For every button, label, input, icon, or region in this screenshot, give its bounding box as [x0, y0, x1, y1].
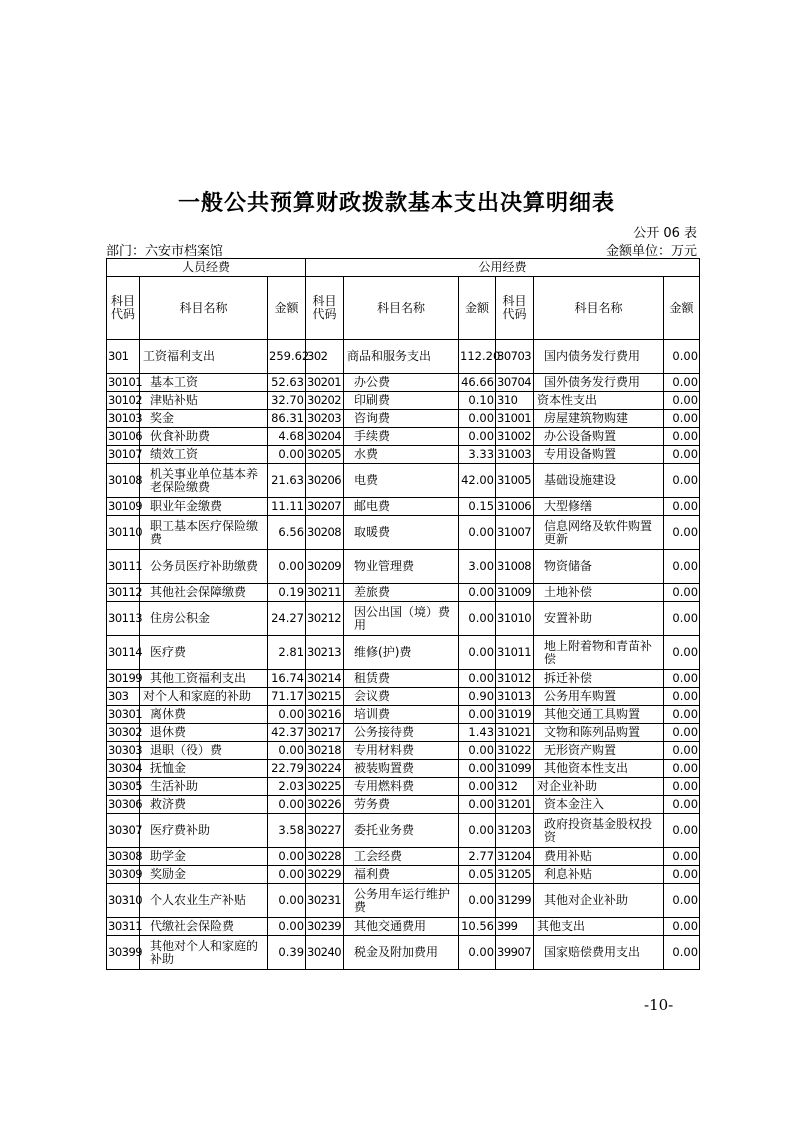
cell-code: 31008: [496, 550, 534, 584]
cell-amount: 0.00: [664, 428, 700, 446]
cell-name: 工资福利支出: [140, 340, 268, 374]
cell-amount: 42.37: [268, 724, 306, 742]
cell-name: 其他对个人和家庭的补助: [140, 936, 268, 970]
table-row: [107, 706, 700, 724]
cell-amount: 0.00: [459, 760, 496, 778]
cell-amount: 0.00: [459, 428, 496, 446]
cell-amount: 0.10: [459, 392, 496, 410]
cell-amount: 0.00: [459, 670, 496, 688]
cell-code: 31005: [496, 464, 534, 498]
cell-amount: 0.00: [664, 918, 700, 936]
cell-name: 资本金注入: [534, 796, 664, 814]
cell-amount: 46.66: [459, 374, 496, 392]
cell-name: 印刷费: [344, 392, 459, 410]
cell-name: 津贴补贴: [140, 392, 268, 410]
cell-code: 30106: [107, 428, 140, 446]
cell-name: 政府投资基金股权投资: [534, 814, 664, 848]
cell-name: 抚恤金: [140, 760, 268, 778]
cell-amount: 0.00: [268, 742, 306, 760]
cell-name: 伙食补助费: [140, 428, 268, 446]
cell-code: 30303: [107, 742, 140, 760]
cell-amount: 3.33: [459, 446, 496, 464]
cell-code: 310: [496, 392, 534, 410]
cell-name: 专用燃料费: [344, 778, 459, 796]
cell-amount: 2.81: [268, 636, 306, 670]
cell-code: 31022: [496, 742, 534, 760]
cell-code: 30304: [107, 760, 140, 778]
cell-amount: 21.63: [268, 464, 306, 498]
cell-code: 31012: [496, 670, 534, 688]
cell-code: 30305: [107, 778, 140, 796]
cell-name: 医疗费补助: [140, 814, 268, 848]
table-row: [107, 464, 700, 498]
cell-amount: 4.68: [268, 428, 306, 446]
cell-code: 30203: [306, 410, 344, 428]
cell-amount: 0.00: [268, 918, 306, 936]
cell-code: 30108: [107, 464, 140, 498]
cell-amount: 0.00: [268, 550, 306, 584]
cell-name: 公务接待费: [344, 724, 459, 742]
cell-amount: 3.58: [268, 814, 306, 848]
col-header-name: 科目名称: [140, 277, 268, 340]
cell-code: 30202: [306, 392, 344, 410]
cell-code: 30311: [107, 918, 140, 936]
cell-name: 费用补贴: [534, 848, 664, 866]
cell-amount: 0.00: [459, 814, 496, 848]
unit-label: 金额单位：万元: [605, 244, 697, 259]
cell-amount: 0.00: [268, 446, 306, 464]
group-header-public: 公用经费: [306, 259, 700, 277]
cell-name: 对个人和家庭的补助: [140, 688, 268, 706]
cell-code: 30107: [107, 446, 140, 464]
cell-amount: 0.00: [664, 688, 700, 706]
cell-code: 31021: [496, 724, 534, 742]
cell-code: 31013: [496, 688, 534, 706]
cell-amount: 86.31: [268, 410, 306, 428]
table-row: [107, 392, 700, 410]
cell-name: 国家赔偿费用支出: [534, 936, 664, 970]
cell-code: 30399: [107, 936, 140, 970]
cell-amount: 0.00: [664, 778, 700, 796]
cell-name: 委托业务费: [344, 814, 459, 848]
cell-code: 30112: [107, 584, 140, 602]
cell-name: 基本工资: [140, 374, 268, 392]
col-header-code: 科目代码: [306, 277, 344, 340]
cell-name: 房屋建筑物购建: [534, 410, 664, 428]
cell-code: 30209: [306, 550, 344, 584]
cell-name: 物资储备: [534, 550, 664, 584]
cell-code: 30310: [107, 884, 140, 918]
cell-amount: 0.00: [268, 706, 306, 724]
cell-name: 会议费: [344, 688, 459, 706]
cell-code: 30231: [306, 884, 344, 918]
form-number: 公开 06 表: [633, 226, 697, 241]
cell-code: 303: [107, 688, 140, 706]
cell-name: 无形资产购置: [534, 742, 664, 760]
cell-name: 咨询费: [344, 410, 459, 428]
cell-amount: 0.00: [459, 742, 496, 760]
cell-amount: 0.00: [459, 584, 496, 602]
cell-amount: 0.00: [664, 550, 700, 584]
cell-name: 生活补助: [140, 778, 268, 796]
cell-code: 30101: [107, 374, 140, 392]
cell-name: 医疗费: [140, 636, 268, 670]
cell-code: 30704: [496, 374, 534, 392]
cell-amount: 0.00: [459, 516, 496, 550]
cell-name: 职工基本医疗保险缴费: [140, 516, 268, 550]
cell-amount: 0.00: [268, 866, 306, 884]
cell-name: 租赁费: [344, 670, 459, 688]
cell-amount: 10.56: [459, 918, 496, 936]
cell-amount: 0.00: [664, 760, 700, 778]
cell-amount: 0.00: [664, 498, 700, 516]
cell-amount: 52.63: [268, 374, 306, 392]
cell-amount: 0.00: [459, 796, 496, 814]
cell-code: 31299: [496, 884, 534, 918]
cell-name: 培训费: [344, 706, 459, 724]
cell-amount: 0.00: [268, 796, 306, 814]
cell-name: 国外债务发行费用: [534, 374, 664, 392]
cell-code: 30207: [306, 498, 344, 516]
cell-code: 30309: [107, 866, 140, 884]
cell-code: 30302: [107, 724, 140, 742]
cell-name: 商品和服务支出: [344, 340, 459, 374]
cell-name: 电费: [344, 464, 459, 498]
cell-name: 劳务费: [344, 796, 459, 814]
cell-name: 助学金: [140, 848, 268, 866]
cell-code: 30218: [306, 742, 344, 760]
cell-code: 30306: [107, 796, 140, 814]
cell-code: 31011: [496, 636, 534, 670]
cell-amount: 16.74: [268, 670, 306, 688]
cell-name: 物业管理费: [344, 550, 459, 584]
table-row: [107, 866, 700, 884]
table-row: [107, 498, 700, 516]
cell-amount: 71.17: [268, 688, 306, 706]
cell-name: 代缴社会保险费: [140, 918, 268, 936]
cell-amount: 1.43: [459, 724, 496, 742]
cell-code: 30110: [107, 516, 140, 550]
cell-amount: 0.00: [664, 340, 700, 374]
cell-name: 专用设备购置: [534, 446, 664, 464]
cell-amount: 3.00: [459, 550, 496, 584]
cell-code: 30703: [496, 340, 534, 374]
cell-code: 30206: [306, 464, 344, 498]
cell-amount: 0.00: [664, 866, 700, 884]
col-header-amount: 金额: [664, 277, 700, 340]
table-row: [107, 814, 700, 848]
cell-name: 退休费: [140, 724, 268, 742]
cell-amount: 0.05: [459, 866, 496, 884]
cell-name: 地上附着物和青苗补偿: [534, 636, 664, 670]
cell-name: 土地补偿: [534, 584, 664, 602]
cell-amount: 0.00: [664, 848, 700, 866]
col-header-amount: 金额: [268, 277, 306, 340]
cell-amount: 0.00: [459, 778, 496, 796]
cell-amount: 0.00: [664, 814, 700, 848]
table-row: [107, 374, 700, 392]
col-header-code: 科目代码: [107, 277, 140, 340]
cell-name: 邮电费: [344, 498, 459, 516]
cell-name: 手续费: [344, 428, 459, 446]
cell-code: 30215: [306, 688, 344, 706]
cell-code: 30199: [107, 670, 140, 688]
cell-amount: 42.00: [459, 464, 496, 498]
cell-name: 税金及附加费用: [344, 936, 459, 970]
cell-amount: 24.27: [268, 602, 306, 636]
cell-code: 30102: [107, 392, 140, 410]
cell-amount: 0.00: [459, 706, 496, 724]
cell-amount: 0.00: [459, 884, 496, 918]
cell-code: 30301: [107, 706, 140, 724]
col-header-amount: 金额: [459, 277, 496, 340]
cell-name: 利息补贴: [534, 866, 664, 884]
table-row: [107, 796, 700, 814]
cell-code: 30212: [306, 602, 344, 636]
cell-amount: 0.00: [459, 410, 496, 428]
cell-code: 301: [107, 340, 140, 374]
cell-name: 办公费: [344, 374, 459, 392]
cell-code: 30214: [306, 670, 344, 688]
cell-name: 其他支出: [534, 918, 664, 936]
cell-code: 30240: [306, 936, 344, 970]
cell-name: 拆迁补偿: [534, 670, 664, 688]
cell-name: 办公设备购置: [534, 428, 664, 446]
cell-amount: 0.00: [664, 516, 700, 550]
cell-code: 30217: [306, 724, 344, 742]
cell-code: 30307: [107, 814, 140, 848]
cell-code: 31010: [496, 602, 534, 636]
cell-amount: 0.00: [664, 392, 700, 410]
cell-amount: 0.00: [664, 464, 700, 498]
cell-code: 31203: [496, 814, 534, 848]
cell-code: 31019: [496, 706, 534, 724]
cell-code: 399: [496, 918, 534, 936]
table-row: [107, 778, 700, 796]
cell-amount: 22.79: [268, 760, 306, 778]
cell-code: 30224: [306, 760, 344, 778]
cell-amount: 112.20: [459, 340, 496, 374]
cell-name: 奖励金: [140, 866, 268, 884]
cell-name: 水费: [344, 446, 459, 464]
table-row: [107, 516, 700, 550]
cell-name: 绩效工资: [140, 446, 268, 464]
cell-code: 30113: [107, 602, 140, 636]
cell-code: 30114: [107, 636, 140, 670]
cell-name: 资本性支出: [534, 392, 664, 410]
cell-amount: 0.00: [664, 602, 700, 636]
cell-name: 奖金: [140, 410, 268, 428]
expenditure-table: [106, 258, 700, 970]
cell-name: 个人农业生产补贴: [140, 884, 268, 918]
cell-code: 30239: [306, 918, 344, 936]
table-row: [107, 936, 700, 970]
cell-name: 公务用车运行维护费: [344, 884, 459, 918]
cell-code: 31205: [496, 866, 534, 884]
table-row: [107, 670, 700, 688]
cell-amount: 0.00: [664, 446, 700, 464]
table-row: [107, 636, 700, 670]
cell-amount: 0.00: [664, 936, 700, 970]
cell-code: 31003: [496, 446, 534, 464]
cell-name: 因公出国（境）费用: [344, 602, 459, 636]
cell-amount: 0.00: [664, 636, 700, 670]
cell-code: 30205: [306, 446, 344, 464]
table-row: [107, 884, 700, 918]
table-row: [107, 848, 700, 866]
col-header-code: 科目代码: [496, 277, 534, 340]
table-row: [107, 760, 700, 778]
cell-code: 31204: [496, 848, 534, 866]
table-row: [107, 428, 700, 446]
cell-code: 30227: [306, 814, 344, 848]
cell-amount: 0.00: [459, 636, 496, 670]
cell-name: 其他社会保障缴费: [140, 584, 268, 602]
cell-amount: 2.03: [268, 778, 306, 796]
cell-amount: 0.00: [459, 936, 496, 970]
table-row: [107, 410, 700, 428]
cell-amount: 0.00: [664, 742, 700, 760]
cell-code: 30103: [107, 410, 140, 428]
cell-code: 30208: [306, 516, 344, 550]
cell-code: 31001: [496, 410, 534, 428]
cell-name: 救济费: [140, 796, 268, 814]
cell-name: 工会经费: [344, 848, 459, 866]
table-row: [107, 446, 700, 464]
table-row: [107, 340, 700, 374]
cell-name: 专用材料费: [344, 742, 459, 760]
cell-name: 其他资本性支出: [534, 760, 664, 778]
cell-amount: 0.90: [459, 688, 496, 706]
cell-code: 39907: [496, 936, 534, 970]
cell-code: 31201: [496, 796, 534, 814]
col-header-name: 科目名称: [344, 277, 459, 340]
cell-amount: 0.15: [459, 498, 496, 516]
cell-name: 机关事业单位基本养老保险缴费: [140, 464, 268, 498]
cell-name: 福利费: [344, 866, 459, 884]
cell-amount: 0.00: [459, 602, 496, 636]
cell-amount: 0.00: [664, 724, 700, 742]
cell-amount: 0.00: [664, 884, 700, 918]
cell-amount: 0.00: [664, 584, 700, 602]
cell-code: 30225: [306, 778, 344, 796]
cell-amount: 0.00: [664, 670, 700, 688]
cell-name: 基础设施建设: [534, 464, 664, 498]
cell-code: 31006: [496, 498, 534, 516]
cell-name: 离休费: [140, 706, 268, 724]
cell-name: 住房公积金: [140, 602, 268, 636]
cell-name: 其他工资福利支出: [140, 670, 268, 688]
page-title: 一般公共预算财政拨款基本支出决算明细表: [177, 191, 615, 216]
cell-code: 30226: [306, 796, 344, 814]
cell-code: 30201: [306, 374, 344, 392]
cell-code: 30308: [107, 848, 140, 866]
cell-name: 取暖费: [344, 516, 459, 550]
cell-code: 30109: [107, 498, 140, 516]
cell-name: 文物和陈列品购置: [534, 724, 664, 742]
cell-name: 其他对企业补助: [534, 884, 664, 918]
cell-name: 公务用车购置: [534, 688, 664, 706]
table-row: [107, 688, 700, 706]
cell-name: 大型修缮: [534, 498, 664, 516]
cell-code: 30211: [306, 584, 344, 602]
cell-name: 职业年金缴费: [140, 498, 268, 516]
cell-code: 30229: [306, 866, 344, 884]
cell-amount: 259.62: [268, 340, 306, 374]
table-row: [107, 742, 700, 760]
cell-amount: 0.00: [268, 884, 306, 918]
cell-name: 差旅费: [344, 584, 459, 602]
cell-name: 维修(护)费: [344, 636, 459, 670]
cell-name: 被装购置费: [344, 760, 459, 778]
cell-code: 30111: [107, 550, 140, 584]
cell-amount: 32.70: [268, 392, 306, 410]
table-row: [107, 550, 700, 584]
cell-code: 31009: [496, 584, 534, 602]
cell-code: 30216: [306, 706, 344, 724]
page-number: -10-: [644, 996, 674, 1014]
table-row: [107, 918, 700, 936]
cell-code: 31099: [496, 760, 534, 778]
cell-code: 31007: [496, 516, 534, 550]
cell-amount: 0.00: [664, 796, 700, 814]
department-label: 部门：六安市档案馆: [106, 244, 224, 259]
cell-code: 30228: [306, 848, 344, 866]
cell-amount: 0.00: [664, 706, 700, 724]
group-header-personnel: 人员经费: [107, 259, 306, 277]
cell-code: 31002: [496, 428, 534, 446]
table-row: [107, 584, 700, 602]
cell-amount: 0.39: [268, 936, 306, 970]
col-header-name: 科目名称: [534, 277, 664, 340]
cell-amount: 0.00: [664, 410, 700, 428]
table-row: [107, 602, 700, 636]
table-row: [107, 724, 700, 742]
cell-amount: 0.19: [268, 584, 306, 602]
cell-name: 安置补助: [534, 602, 664, 636]
cell-code: 312: [496, 778, 534, 796]
cell-code: 30213: [306, 636, 344, 670]
cell-code: 30204: [306, 428, 344, 446]
cell-name: 对企业补助: [534, 778, 664, 796]
cell-name: 其他交通工具购置: [534, 706, 664, 724]
cell-name: 信息网络及软件购置更新: [534, 516, 664, 550]
cell-name: 退职（役）费: [140, 742, 268, 760]
cell-name: 其他交通费用: [344, 918, 459, 936]
cell-amount: 6.56: [268, 516, 306, 550]
cell-amount: 2.77: [459, 848, 496, 866]
cell-amount: 11.11: [268, 498, 306, 516]
cell-name: 公务员医疗补助缴费: [140, 550, 268, 584]
cell-amount: 0.00: [268, 848, 306, 866]
cell-code: 302: [306, 340, 344, 374]
cell-amount: 0.00: [664, 374, 700, 392]
cell-name: 国内债务发行费用: [534, 340, 664, 374]
